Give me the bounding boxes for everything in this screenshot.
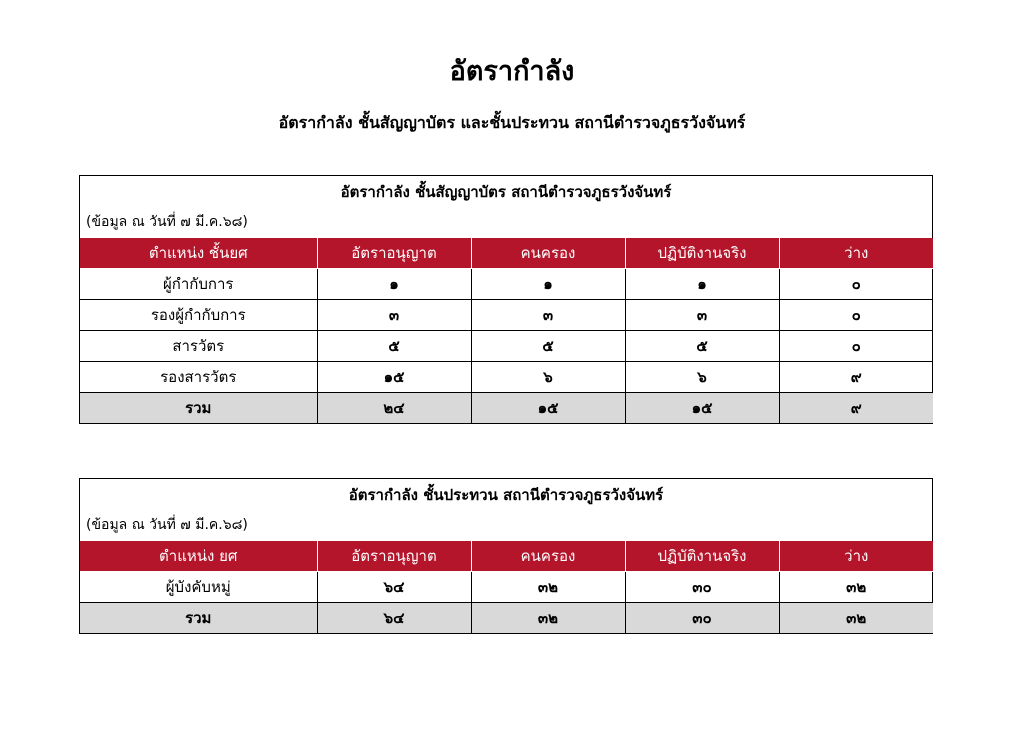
column-header-active-duty: ปฏิบัติงานจริง	[625, 541, 779, 572]
vacant-cell: ๐	[779, 300, 933, 331]
commissioned-officers-table-block	[79, 175, 933, 424]
vacant-cell: ๐	[779, 331, 933, 362]
total-active-duty-cell: ๓๐	[625, 603, 779, 634]
table-row	[80, 331, 933, 362]
active-duty-cell: ๖	[625, 362, 779, 393]
position-cell: สารวัตร	[80, 331, 317, 362]
total-active-duty-cell: ๑๕	[625, 393, 779, 424]
active-duty-cell: ๓	[625, 300, 779, 331]
authorized-cell: ๓	[317, 300, 471, 331]
total-label-cell: รวม	[80, 603, 317, 634]
position-cell: รองผู้กำกับการ	[80, 300, 317, 331]
table-header-area	[80, 479, 932, 541]
vacant-cell: ๐	[779, 269, 933, 300]
occupied-cell: ๓๒	[471, 572, 625, 603]
table-header-area	[80, 176, 932, 238]
table-row	[80, 572, 933, 603]
authorized-cell: ๕	[317, 331, 471, 362]
table-title: อัตรากำลัง ชั้นสัญญาบัตร สถานีตำรวจภูธรวังจันทร์	[340, 183, 672, 201]
table-title: อัตรากำลัง ชั้นประทวน สถานีตำรวจภูธรวังจันทร์	[348, 486, 664, 504]
commissioned-officers-table	[80, 238, 933, 423]
occupied-cell: ๕	[471, 331, 625, 362]
vacant-cell: ๙	[779, 362, 933, 393]
column-header-authorized: อัตราอนุญาต	[317, 541, 471, 572]
total-occupied-cell: ๓๒	[471, 603, 625, 634]
column-header-authorized: อัตราอนุญาต	[317, 238, 471, 269]
total-vacant-cell: ๓๒	[779, 603, 933, 634]
position-cell: ผู้กำกับการ	[80, 269, 317, 300]
active-duty-cell: ๕	[625, 331, 779, 362]
page-title: อัตรากำลัง	[449, 56, 575, 87]
table-header-row	[80, 238, 933, 269]
date-note: (ข้อมูล ณ วันที่ ๗ มี.ค.๖๘)	[86, 517, 248, 533]
non-commissioned-officers-table-block	[79, 478, 933, 634]
table-row	[80, 362, 933, 393]
authorized-cell: ๑	[317, 269, 471, 300]
column-header-active-duty: ปฏิบัติงานจริง	[625, 238, 779, 269]
date-note: (ข้อมูล ณ วันที่ ๗ มี.ค.๖๘)	[86, 214, 248, 230]
column-header-position: ตำแหน่ง ยศ	[80, 541, 317, 572]
vacant-cell: ๓๒	[779, 572, 933, 603]
column-header-vacant: ว่าง	[779, 541, 933, 572]
active-duty-cell: ๓๐	[625, 572, 779, 603]
column-header-occupied: คนครอง	[471, 541, 625, 572]
page-subtitle: อัตรากำลัง ชั้นสัญญาบัตร และชั้นประทวน สถานีตำรวจภูธรวังจันทร์	[278, 113, 746, 132]
total-authorized-cell: ๖๔	[317, 603, 471, 634]
total-occupied-cell: ๑๕	[471, 393, 625, 424]
position-cell: รองสารวัตร	[80, 362, 317, 393]
total-row	[80, 603, 933, 634]
column-header-position: ตำแหน่ง ชั้นยศ	[80, 238, 317, 269]
authorized-cell: ๖๔	[317, 572, 471, 603]
occupied-cell: ๖	[471, 362, 625, 393]
table-row	[80, 269, 933, 300]
total-vacant-cell: ๙	[779, 393, 933, 424]
table-header-row	[80, 541, 933, 572]
occupied-cell: ๑	[471, 269, 625, 300]
total-label-cell: รวม	[80, 393, 317, 424]
total-authorized-cell: ๒๔	[317, 393, 471, 424]
column-header-vacant: ว่าง	[779, 238, 933, 269]
total-row	[80, 393, 933, 424]
position-cell: ผู้บังคับหมู่	[80, 572, 317, 603]
non-commissioned-officers-table	[80, 541, 933, 633]
table-row	[80, 300, 933, 331]
column-header-occupied: คนครอง	[471, 238, 625, 269]
authorized-cell: ๑๕	[317, 362, 471, 393]
occupied-cell: ๓	[471, 300, 625, 331]
active-duty-cell: ๑	[625, 269, 779, 300]
